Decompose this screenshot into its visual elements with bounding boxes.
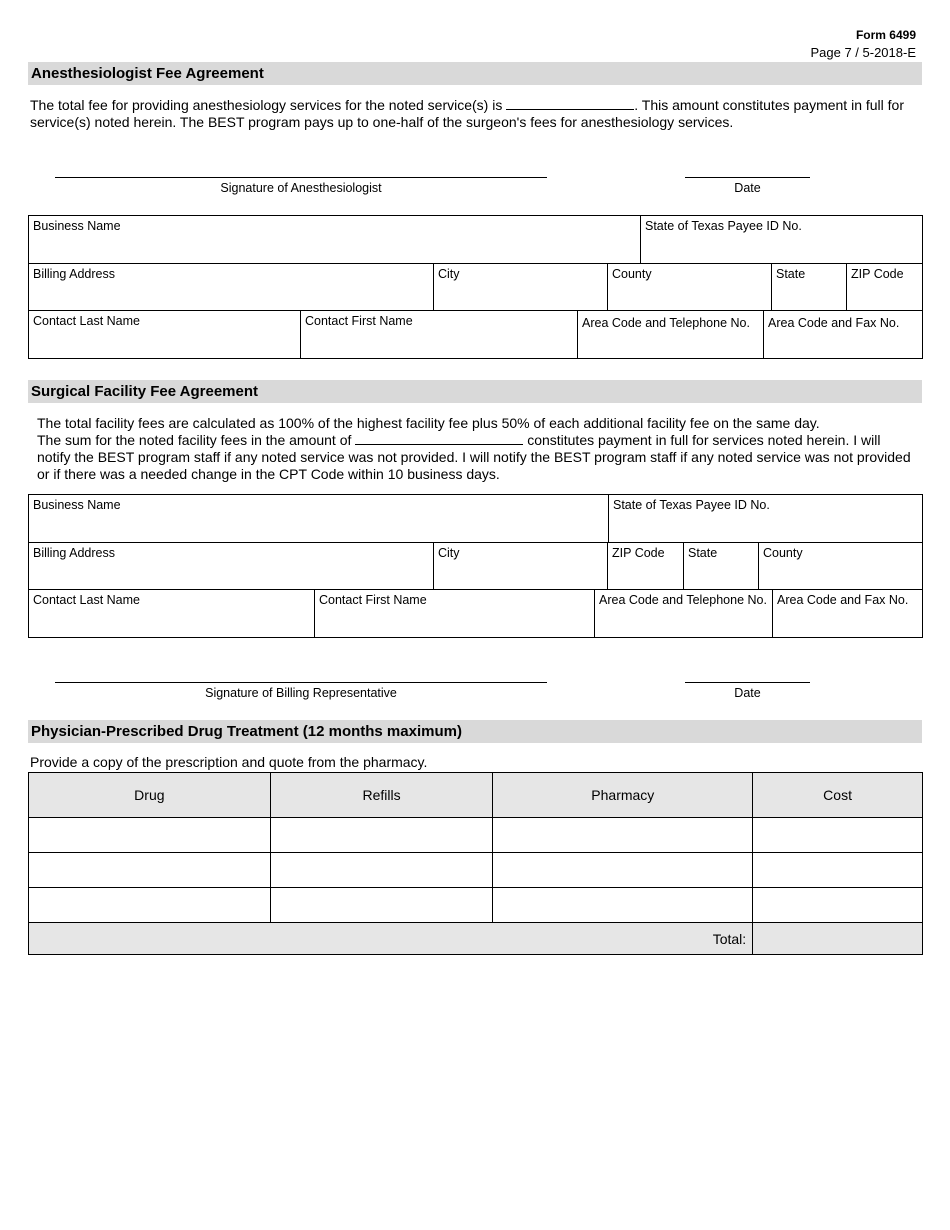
surg-city-label: City <box>438 546 460 560</box>
surg-billing-address-label: Billing Address <box>33 546 115 560</box>
surg-fax-label: Area Code and Fax No. <box>777 593 909 607</box>
surgical-section-header <box>28 380 922 403</box>
anesth-city-field[interactable] <box>433 263 608 311</box>
surg-contact-last-field[interactable] <box>28 589 315 638</box>
refills-cell[interactable] <box>270 818 493 853</box>
anesth-contact-first-field[interactable] <box>300 310 578 359</box>
surg-fax-field[interactable] <box>772 589 923 638</box>
anesth-payee-id-label: State of Texas Payee ID No. <box>645 219 802 233</box>
billing-rep-signature-field[interactable] <box>55 682 547 683</box>
surg-business-name-label: Business Name <box>33 498 121 512</box>
cost-column-header: Cost <box>753 773 923 818</box>
drug-cell[interactable] <box>29 818 271 853</box>
pharmacy-column-header: Pharmacy <box>493 773 753 818</box>
surg-county-field[interactable] <box>758 542 923 590</box>
surg-payee-id-field[interactable] <box>608 494 923 543</box>
anesth-contact-last-label: Contact Last Name <box>33 314 140 328</box>
anesth-contact-first-label: Contact First Name <box>305 314 413 328</box>
total-cost-field[interactable] <box>753 923 923 955</box>
pharmacy-cell[interactable] <box>493 853 753 888</box>
billing-rep-signature-label: Signature of Billing Representative <box>205 686 397 700</box>
billing-rep-date-field[interactable] <box>685 682 810 683</box>
anesth-phone-field[interactable] <box>577 310 764 359</box>
anesth-county-label: County <box>612 267 652 281</box>
anesthesiologist-fee-text <box>30 97 920 131</box>
page-info: Page 7 / 5-2018-E <box>810 45 916 60</box>
anesth-business-name-label: Business Name <box>33 219 121 233</box>
anesth-fax-field[interactable] <box>763 310 923 359</box>
drug-cell[interactable] <box>29 888 271 923</box>
cost-cell[interactable] <box>753 888 923 923</box>
drug-column-header: Drug <box>29 773 271 818</box>
anesth-payee-id-field[interactable] <box>640 215 923 264</box>
refills-column-header: Refills <box>270 773 493 818</box>
drug-table-header <box>29 773 923 818</box>
surg-payee-id-label: State of Texas Payee ID No. <box>613 498 770 512</box>
anesth-phone-label: Area Code and Telephone No. <box>582 316 750 330</box>
anesth-zip-field[interactable] <box>846 263 923 311</box>
surg-state-label: State <box>688 546 718 560</box>
facility-fee-amount-field[interactable] <box>355 432 523 445</box>
surg-phone-label: Area Code and Telephone No. <box>599 593 767 607</box>
surg-city-field[interactable] <box>433 542 608 590</box>
table-row <box>29 853 923 888</box>
anesth-billing-address-field[interactable] <box>28 263 434 311</box>
anesth-contact-last-field[interactable] <box>28 310 301 359</box>
anesth-fax-label: Area Code and Fax No. <box>768 316 900 330</box>
surgical-fee-line1: The total facility fees are calculated as 100% of the highest facility fee plus 50% of each additional facility fee on the same day. <box>37 415 820 431</box>
table-row <box>29 818 923 853</box>
total-row <box>29 923 923 955</box>
anesth-zip-label: ZIP Code <box>851 267 904 281</box>
surgical-fee-line2-end: constitutes payment in full for services noted herein. I will notify the BEST program staff if any noted service was not provided. I will notify the BEST program staff if any noted service was not provided or if there was a needed change in the CPT Code within 10 business days. <box>37 432 911 482</box>
cost-cell[interactable] <box>753 818 923 853</box>
anesth-business-name-field[interactable] <box>28 215 641 264</box>
surg-contact-last-label: Contact Last Name <box>33 593 140 607</box>
billing-rep-date-label: Date <box>734 686 761 700</box>
anesth-state-label: State <box>776 267 806 281</box>
anesthesiologist-section-header <box>28 62 922 85</box>
fee-text-start: The total fee for providing anesthesiology services for the noted service(s) is <box>30 97 503 113</box>
surg-phone-field[interactable] <box>594 589 773 638</box>
anesthesiologist-date-label: Date <box>734 181 761 195</box>
anesth-billing-address-label: Billing Address <box>33 267 115 281</box>
table-row <box>29 888 923 923</box>
pharmacy-cell[interactable] <box>493 818 753 853</box>
fee-text-end: . This amount constitutes payment in full for service(s) noted herein. The BEST program pays up to one-half of the surgeon's fees for anesthesiology services. <box>30 97 904 130</box>
refills-cell[interactable] <box>270 888 493 923</box>
cost-cell[interactable] <box>753 853 923 888</box>
anesthesiologist-signature-field[interactable] <box>55 177 547 178</box>
surgical-fee-line2-start: The sum for the noted facility fees in the amount of <box>37 432 352 448</box>
anesthesiology-fee-amount-field[interactable] <box>506 97 634 110</box>
surg-business-name-field[interactable] <box>28 494 609 543</box>
surg-contact-first-field[interactable] <box>314 589 595 638</box>
drug-title: Physician-Prescribed Drug Treatment (12 months maximum) <box>31 723 462 740</box>
anesthesiologist-signature-label: Signature of Anesthesiologist <box>220 181 382 195</box>
refills-cell[interactable] <box>270 853 493 888</box>
drug-cell[interactable] <box>29 853 271 888</box>
surg-state-field[interactable] <box>683 542 759 590</box>
pharmacy-cell[interactable] <box>493 888 753 923</box>
surg-zip-field[interactable] <box>607 542 684 590</box>
surg-contact-first-label: Contact First Name <box>319 593 427 607</box>
surg-zip-label: ZIP Code <box>612 546 665 560</box>
surgical-fee-text <box>37 415 917 483</box>
drug-instruction: Provide a copy of the prescription and quote from the pharmacy. <box>30 754 428 770</box>
drug-section-header <box>28 720 922 743</box>
drug-table <box>28 772 923 955</box>
total-label: Total: <box>29 923 753 955</box>
surgical-title: Surgical Facility Fee Agreement <box>31 383 259 400</box>
anesth-county-field[interactable] <box>607 263 772 311</box>
anesth-state-field[interactable] <box>771 263 847 311</box>
form-number: Form 6499 <box>855 28 916 42</box>
surg-county-label: County <box>763 546 803 560</box>
anesth-city-label: City <box>438 267 460 281</box>
anesthesiologist-title: Anesthesiologist Fee Agreement <box>31 65 264 82</box>
surg-billing-address-field[interactable] <box>28 542 434 590</box>
anesthesiologist-date-field[interactable] <box>685 177 810 178</box>
